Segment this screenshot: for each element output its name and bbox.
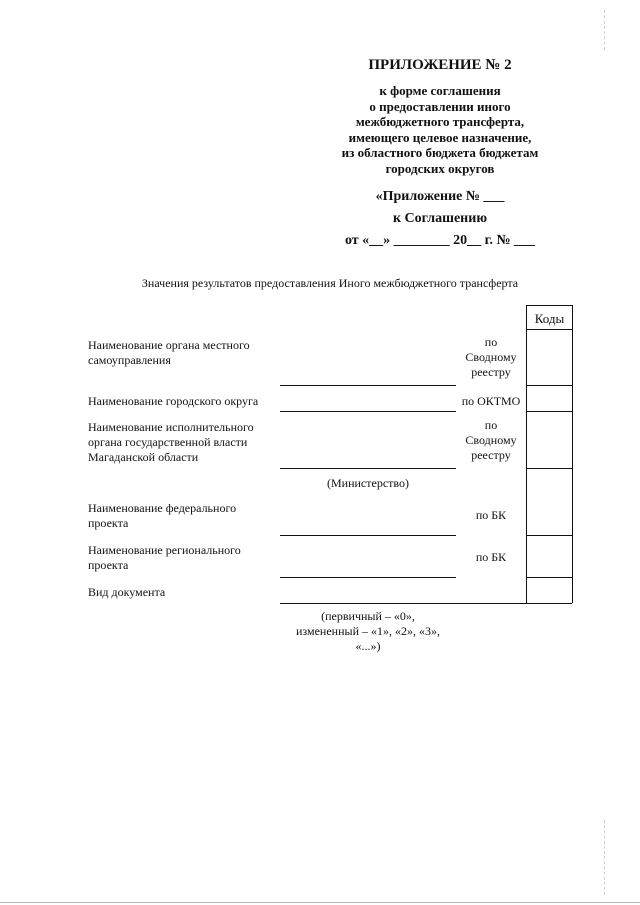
field-label-local-government-body: Наименование органа местного самоуправления xyxy=(88,338,250,367)
code-label-budget-classification: по БК xyxy=(475,508,507,522)
scan-edge-mark xyxy=(604,820,605,895)
field-label-document-type: Вид документа xyxy=(88,585,166,599)
input-line-federal-project[interactable] xyxy=(280,535,456,536)
code-cell-divider xyxy=(526,468,572,469)
agreement-date-number: от «__» ________ 20__ г. № ___ xyxy=(344,233,536,248)
appendix-header xyxy=(300,56,580,176)
appendix-line: городских округов xyxy=(385,160,495,176)
code-cell-divider xyxy=(526,385,572,386)
code-cell-divider xyxy=(526,535,572,536)
code-label-consolidated-registry: по Сводному реестру xyxy=(465,418,517,462)
input-line-executive-body[interactable] xyxy=(280,468,456,469)
field-label-urban-district: Наименование городского округа xyxy=(88,394,259,408)
ministry-note: (Министерство) xyxy=(327,476,409,490)
document-type-note: (первичный – «0», измененный – «1», «2», «3», «...») xyxy=(296,609,440,653)
scan-edge-mark xyxy=(604,10,605,50)
input-line-regional-project[interactable] xyxy=(280,577,456,578)
code-cell-divider xyxy=(526,577,572,578)
code-cell-divider xyxy=(526,411,572,412)
input-line-document-type[interactable] xyxy=(280,603,526,604)
codes-column-top-border xyxy=(526,305,572,306)
code-label-budget-classification: по БК xyxy=(475,550,507,564)
codes-header-divider xyxy=(526,329,572,330)
code-cell-divider xyxy=(526,603,572,604)
scan-bottom-edge xyxy=(0,902,640,903)
appendix-line: имеющего целевое назначение, xyxy=(348,129,532,145)
field-label-federal-project: Наименование федерального проекта xyxy=(88,501,237,530)
document-heading: Значения результатов предоставления Иного межбюджетного трансферта xyxy=(141,276,519,290)
agreement-title: к Соглашению xyxy=(392,211,488,226)
input-line-urban-district[interactable] xyxy=(280,411,456,412)
appendix-line: из областного бюджета бюджетам xyxy=(341,145,539,160)
codes-column-right-border xyxy=(572,305,573,603)
appendix-line: к форме соглашения xyxy=(379,83,501,98)
code-label-consolidated-registry: по Сводному реестру xyxy=(465,335,517,379)
agreement-reference xyxy=(300,186,580,252)
appendix-title: ПРИЛОЖЕНИЕ № 2 xyxy=(368,57,512,73)
field-label-executive-body: Наименование исполнительного органа государственной власти Магаданской области xyxy=(88,420,254,464)
input-line-local-government-body[interactable] xyxy=(280,385,456,386)
codes-header: Коды xyxy=(534,311,565,326)
codes-column-left-border xyxy=(526,305,527,603)
agreement-appendix-number: «Приложение № ___ xyxy=(375,189,505,204)
appendix-line: о предоставлении иного xyxy=(369,98,511,114)
code-label-oktmo: по ОКТМО xyxy=(461,394,521,408)
field-label-regional-project: Наименование регионального проекта xyxy=(88,543,241,572)
appendix-line: межбюджетного трансферта, xyxy=(355,114,525,129)
